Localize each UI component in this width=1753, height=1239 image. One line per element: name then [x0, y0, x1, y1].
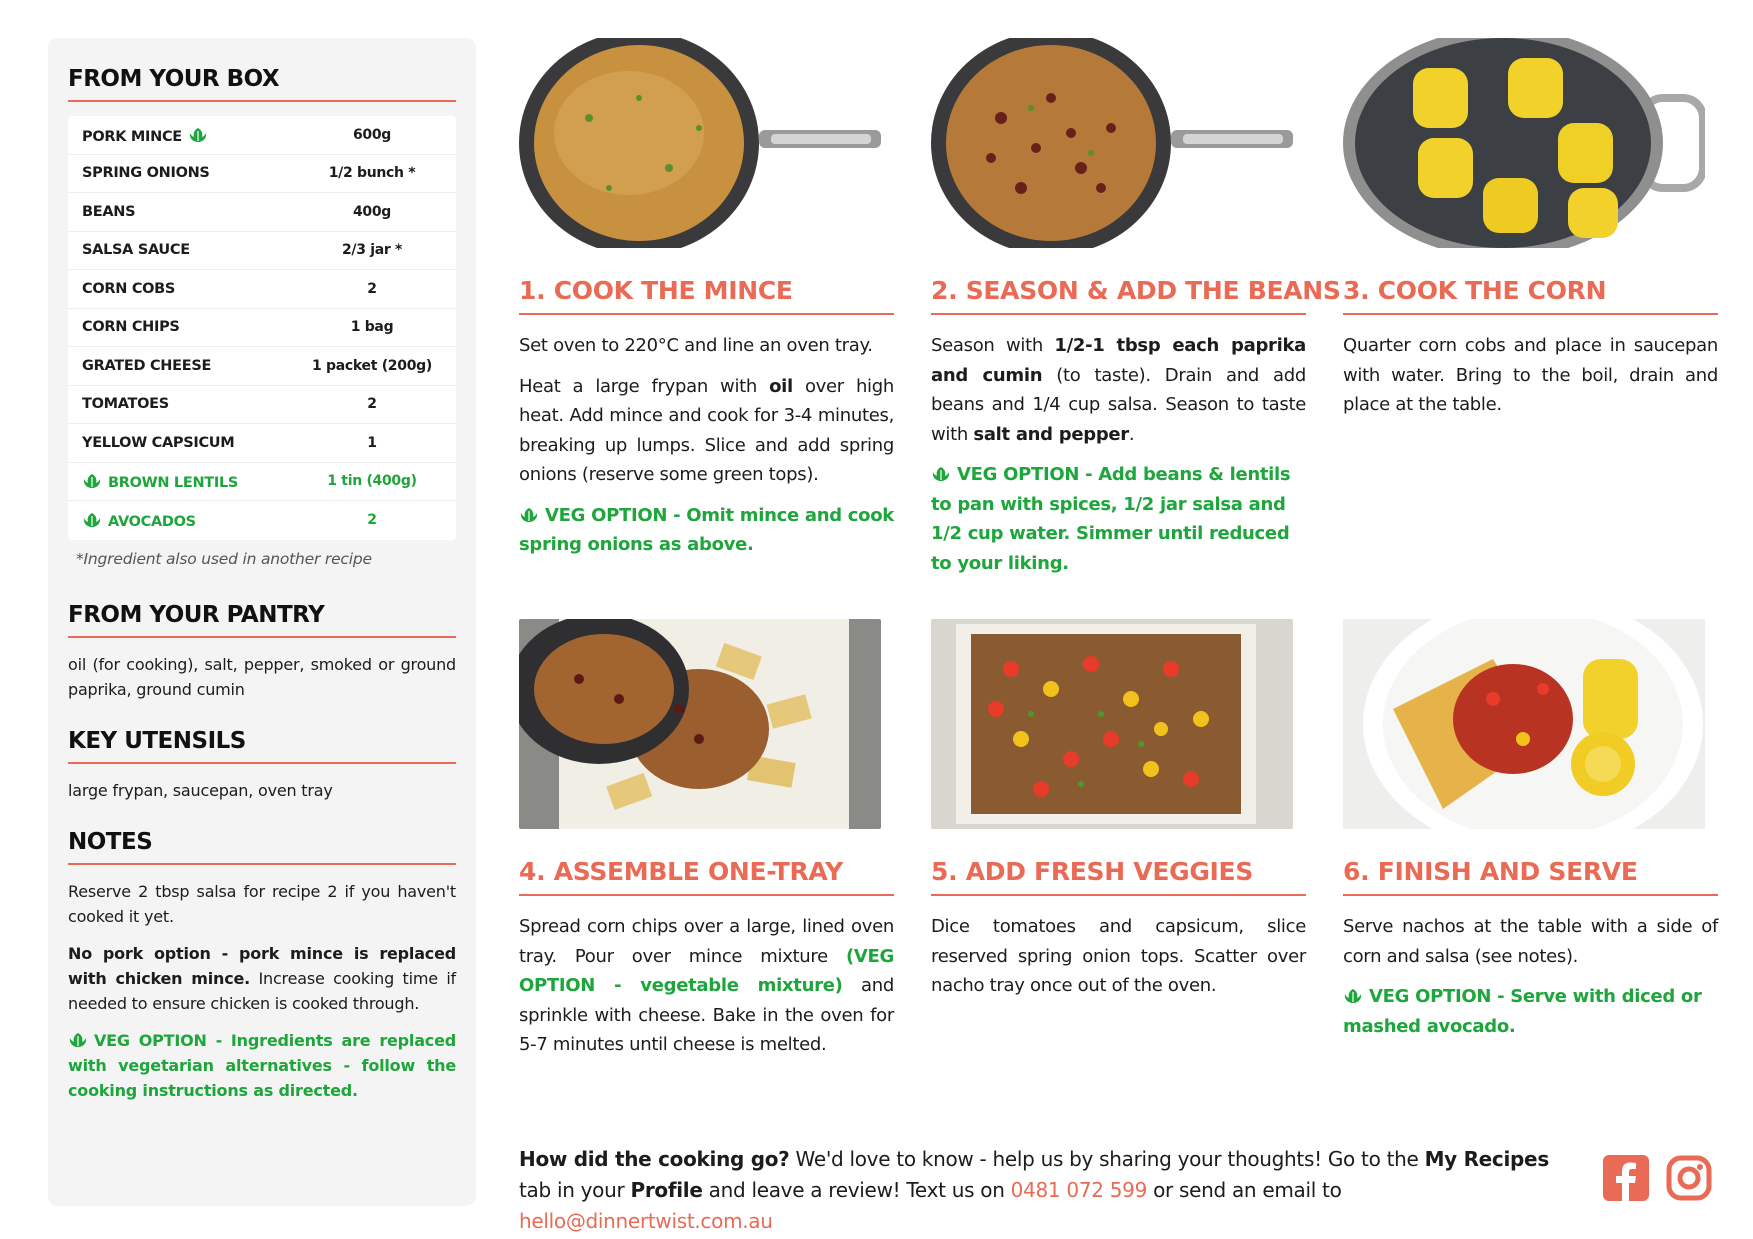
step-3-photo [1343, 38, 1705, 248]
ingredient-row [68, 347, 456, 386]
pantry-title: FROM YOUR PANTRY [68, 602, 456, 638]
ingredient-qty: 1 bag [350, 319, 394, 336]
ingredients-sidebar [48, 38, 476, 1206]
step-4-photo [519, 619, 881, 829]
ingredient-qty: 1 [367, 434, 377, 451]
step-5-photo [931, 619, 1293, 829]
step-1-photo [519, 38, 881, 248]
ingredient-row [68, 193, 456, 232]
ingredient-row [68, 116, 456, 155]
step-2-veg-option: VEG OPTION - Add beans & lentils to pan with spices, 1/2 jar salsa and 1/2 cup water. Simmer until reduced to your liking. [931, 464, 1291, 574]
ingredient-name: GRATED CHEESE [82, 357, 212, 374]
step-6-title: 6. FINISH AND SERVE [1343, 857, 1718, 896]
step-6-veg-option: VEG OPTION - Serve with diced or mashed avocado. [1343, 986, 1702, 1037]
ingredient-qty: 1 tin (400g) [327, 473, 417, 490]
step-1 [519, 38, 894, 560]
step-3-title: 3. COOK THE CORN [1343, 276, 1718, 315]
step-6-photo [1343, 619, 1705, 829]
ingredient-name: BEANS [82, 203, 136, 220]
ingredient-row [68, 232, 456, 271]
no-pork-detail: Increase cooking time if needed to ensure chicken is cooked through. [68, 968, 456, 1013]
leaf-icon [188, 125, 208, 145]
step-6-text: Serve nachos at the table with a side of corn and salsa (see notes). [1343, 916, 1718, 967]
ingredient-qty: 2 [367, 512, 377, 529]
step-6 [1343, 619, 1718, 1041]
notes-text-1: Reserve 2 tbsp salsa for recipe 2 if you haven't cooked it yet. [68, 881, 456, 926]
ingredient-name: SPRING ONIONS [82, 165, 210, 182]
step-3 [1343, 38, 1718, 431]
ingredient-row [68, 501, 456, 540]
step-1-text-1: Set oven to 220°C and line an oven tray. [519, 335, 873, 356]
email-link[interactable]: hello@dinnertwist.com.au [519, 1209, 773, 1233]
notes-text-2 [68, 941, 456, 1016]
step-1-text-2: Heat a large frypan with oil over high heat. Add mince and cook for 3-4 minutes, breaking up lumps. Slice and add spring onions (reserve some green tops). [519, 375, 894, 485]
notes-title: NOTES [68, 829, 456, 865]
ingredient-name: PORK MINCE [68, 125, 288, 145]
ingredient-qty: 1/2 bunch * [328, 165, 416, 182]
ingredient-qty: 600g [352, 126, 392, 143]
step-5 [931, 619, 1306, 1012]
ingredient-qty: 1 packet (200g) [312, 357, 432, 374]
ingredients-table [68, 116, 456, 540]
feedback-footer: How did the cooking go? We'd love to know - help us by sharing your thoughts! Go to the My Recipes tab in your Profile and leave a review! Text us on 0481 072 599 or send an email to hello@dinnertwist.com.au [519, 1147, 1549, 1233]
ingredient-name: CORN COBS [82, 280, 176, 297]
leaf-icon [82, 471, 102, 491]
ingredient-name: AVOCADOS [68, 510, 288, 530]
ingredient-qty: 2/3 jar * [341, 242, 403, 259]
my-recipes-label: My Recipes [1424, 1147, 1549, 1171]
step-2-photo [931, 38, 1293, 248]
step-4-text: Spread corn chips over a large, lined oven tray. Pour over mince mixture (VEG OPTION - vegetable mixture) and sprinkle with cheese. Bake in the oven for 5-7 minutes until cheese is melted. [519, 916, 895, 1055]
step-1-title: 1. COOK THE MINCE [519, 276, 894, 315]
no-pork-option: No pork option - pork mince is replaced with chicken mince. [68, 943, 456, 988]
ingredient-qty: 2 [367, 396, 377, 413]
ingredient-row [68, 309, 456, 348]
step-5-text: Dice tomatoes and capsicum, slice reserved spring onion tops. Scatter over nacho tray once out of the oven. [931, 916, 1306, 996]
step-2-text: Season with 1/2-1 tbsp each paprika and cumin (to taste). Drain and add beans and 1/4 cup salsa. Season to taste with salt and pepper. [931, 335, 1306, 445]
ingredient-row [68, 155, 456, 194]
instagram-icon[interactable] [1666, 1155, 1712, 1201]
leaf-icon [68, 1030, 88, 1050]
notes-veg-option: VEG OPTION - Ingredients are replaced with vegetarian alternatives - follow the cooking instructions as directed. [68, 1030, 456, 1100]
from-box-title: FROM YOUR BOX [68, 66, 456, 102]
leaf-icon [82, 510, 102, 530]
facebook-icon[interactable] [1603, 1155, 1649, 1201]
step-2 [931, 38, 1341, 578]
step-4 [519, 619, 894, 1071]
feedback-question: How did the cooking go? [519, 1147, 790, 1171]
ingredient-qty: 2 [367, 280, 377, 297]
ingredient-row [68, 270, 456, 309]
ingredient-row [68, 386, 456, 425]
step-1-veg-option: VEG OPTION - Omit mince and cook spring onions as above. [519, 504, 894, 555]
leaf-icon [1343, 986, 1363, 1006]
leaf-icon [519, 505, 539, 525]
pantry-text: oil (for cooking), salt, pepper, smoked or ground paprika, ground cumin [68, 654, 456, 699]
ingredient-name: TOMATOES [82, 396, 169, 413]
step-3-text: Quarter corn cobs and place in saucepan with water. Bring to the boil, drain and place at the table. [1343, 335, 1718, 415]
ingredient-row [68, 424, 456, 463]
leaf-icon [931, 464, 951, 484]
ingredient-name: YELLOW CAPSICUM [82, 434, 235, 451]
step-4-title: 4. ASSEMBLE ONE-TRAY [519, 857, 894, 896]
utensils-text: large frypan, saucepan, oven tray [68, 780, 333, 800]
ingredient-name: BROWN LENTILS [68, 471, 288, 491]
phone-link[interactable]: 0481 072 599 [1010, 1178, 1148, 1202]
step-2-title: 2. SEASON & ADD THE BEANS [931, 276, 1306, 315]
ingredient-row [68, 463, 456, 502]
step-5-title: 5. ADD FRESH VEGGIES [931, 857, 1306, 896]
footnote: *Ingredient also used in another recipe [76, 549, 372, 568]
profile-label: Profile [630, 1178, 703, 1202]
ingredient-name: CORN CHIPS [82, 319, 180, 336]
ingredient-qty: 400g [352, 203, 392, 220]
ingredient-name: SALSA SAUCE [82, 242, 190, 259]
utensils-title: KEY UTENSILS [68, 728, 456, 764]
